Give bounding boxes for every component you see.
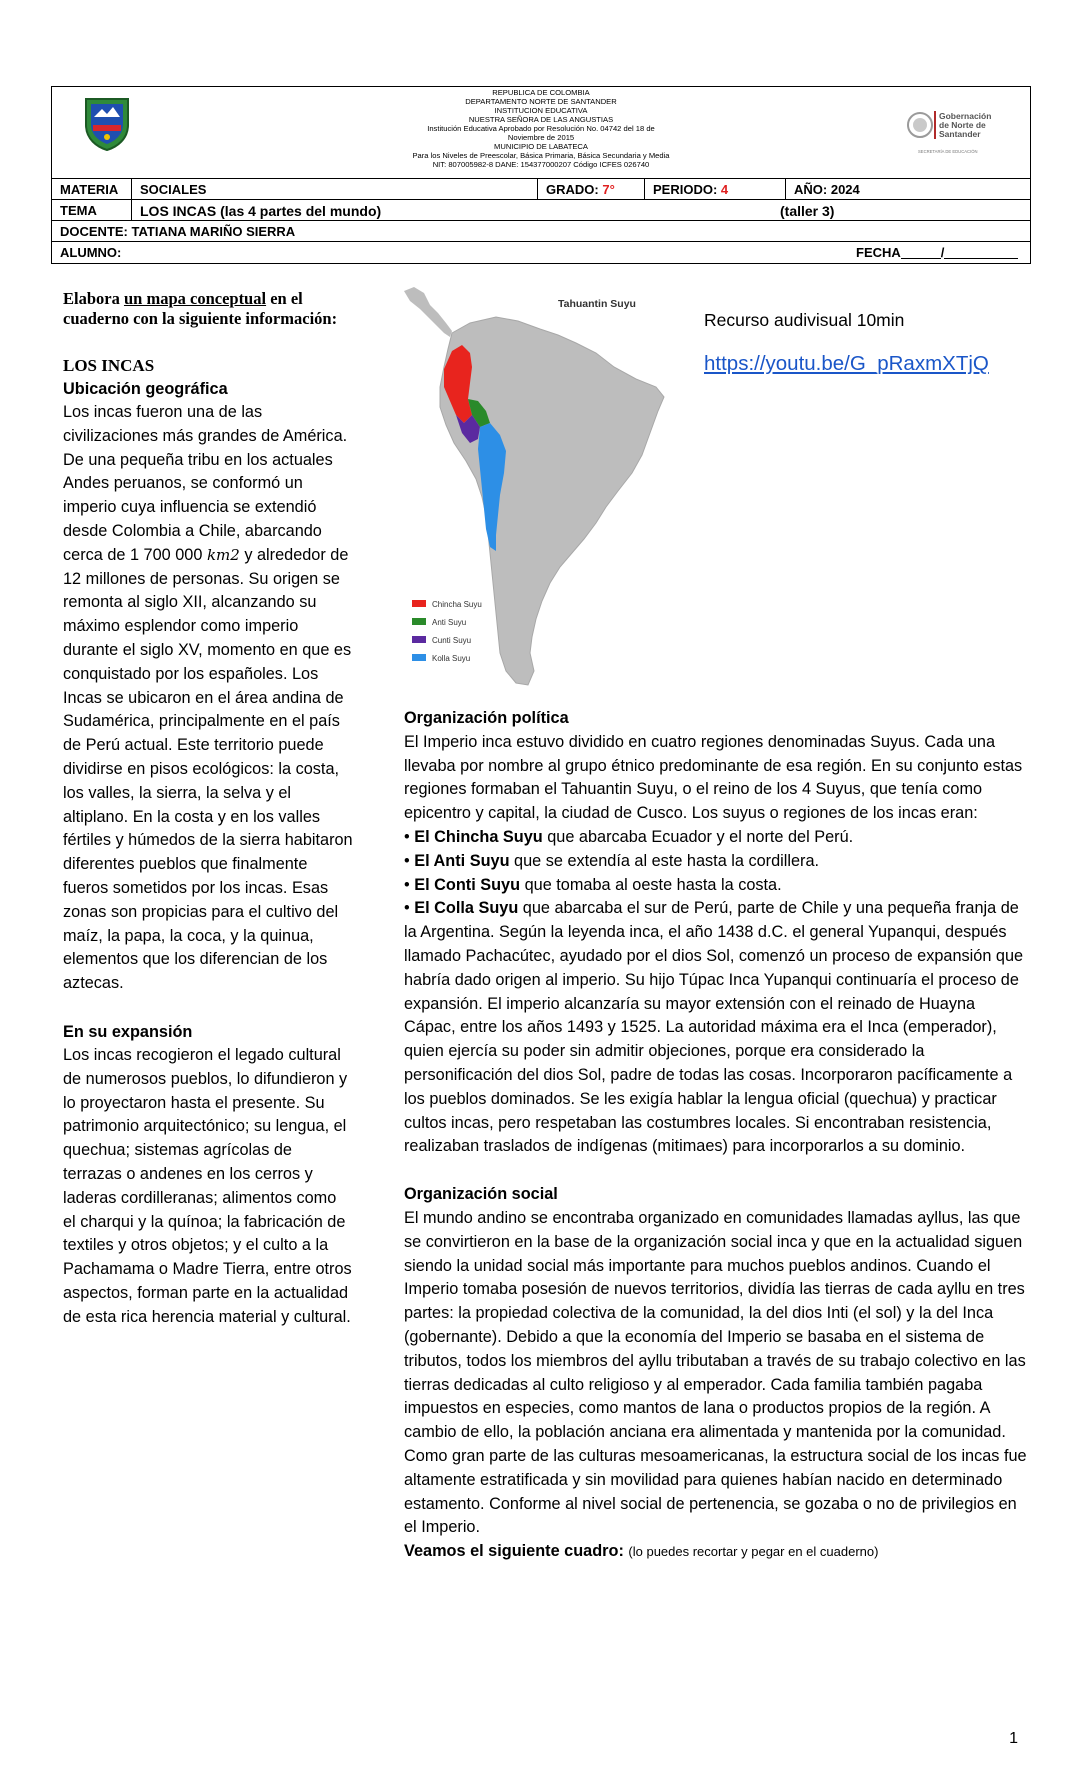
legend-label-kolla: Kolla Suyu <box>432 654 471 663</box>
page-number: 1 <box>1009 1730 1018 1747</box>
left-column <box>63 289 353 1329</box>
social-title: Organización social <box>404 1185 558 1204</box>
grado-label: GRADO: <box>546 182 599 197</box>
right-column <box>404 707 1029 1564</box>
institution-line: DEPARTAMENTO NORTE DE SANTANDER <box>465 97 617 106</box>
bullet-chincha-text: que abarcaba Ecuador y el norte del Perú. <box>542 827 854 846</box>
ubicacion-title: Ubicación geográfica <box>63 380 228 398</box>
bullet-conti-text: que tomaba al oeste hasta la costa. <box>520 875 782 894</box>
bullet-colla-text: que abarcaba el sur de Perú, parte de Chile y una pequeña franja de la Argentina. Según la leyenda inca, el año 1438 d.C. el general Yupanqui, después llamado Pachacútec, ayudado por el dios Sol, comenzó un proceso de expansión que habría dado origen al imperio. Su hijo Túpac Inca Yupanqui continuaría el proceso de expansión. El imperio alcanzaría su mayor extensión con el reinado de Huayna Cápac, entre los años 1493 y 1525. La autoridad máxima era el Inca (emperador), quien ejercía su poder sin admitir objeciones, porque era considerado la personificación del dios Sol, padre de todas las cosas. Incorporaron pacíficamente a los pueblos dominados. Se les exigía hablar la lengua oficial (quechua) y practicar cultos incas, pero respetaban las costumbres locales. Si encontraban resistencia, realizaban traslados de indígenas (mitimaes) para incorporarlos a su dominio. <box>404 899 1024 1156</box>
document-header <box>51 86 1031 264</box>
section-title-incas: LOS INCAS <box>63 356 155 375</box>
anio-label: AÑO: <box>794 182 828 197</box>
docente-label: DOCENTE: TATIANA MARIÑO SIERRA <box>60 224 296 239</box>
bullet-chincha: • El Chincha Suyu que abarcaba Ecuador y el norte del Perú. <box>404 827 854 846</box>
expansion-text: Los incas recogieron el legado cultural de numerosos pueblos, lo difundieron y lo proyectaron hasta el presente. Su patrimonio arquitectónico; su lengua, el quechua; sistemas agrícolas de terrazas o andenes en los cerros y laderas cordilleranas; alimentos como el charqui y la quínoa; la fabricación de textiles y otros objetos; y el culto a la Pachamama o Madre Tierra, entre otros aspectos, forman parte en la actualidad de esta rica herencia material y cultural. <box>63 1045 352 1326</box>
fecha-field <box>848 242 1030 263</box>
central-america-shape <box>404 287 452 337</box>
school-shield-icon <box>82 95 132 151</box>
expansion-title: En su expansión <box>63 1022 193 1041</box>
fecha-label: FECHA <box>856 245 901 260</box>
bullet-conti: • El Conti Suyu que tomaba al oeste hasta la costa. <box>404 875 782 894</box>
bullet-anti: • El Anti Suyu que se extendía al este hasta la cordillera. <box>404 851 820 870</box>
ubicacion-text <box>63 401 353 996</box>
bullet-anti-text: que se extendía al este hasta la cordillera. <box>509 851 820 870</box>
alumno-label: ALUMNO: <box>60 245 122 260</box>
gov-logo-text-2: de Norte de <box>939 120 986 130</box>
legend-swatch-cunti <box>412 636 426 643</box>
resource-label: Recurso audivisual 10min <box>704 310 905 330</box>
gov-logo-sub: SECRETARÍA DE EDUCACIÓN <box>918 149 978 154</box>
veamos-bold: Veamos el siguiente cuadro: <box>404 1542 624 1561</box>
instruction-underlined: un mapa conceptual <box>123 289 267 308</box>
instruction-pre: Elabora <box>63 289 124 308</box>
institution-banner <box>52 87 1030 179</box>
gov-logo-text-3: Santander <box>939 129 981 139</box>
anio-cell <box>786 179 1030 199</box>
grado-cell <box>538 179 645 199</box>
legend-swatch-chincha <box>412 600 426 607</box>
video-link[interactable]: https://youtu.be/G_pRaxmXTjQ <box>704 352 989 375</box>
periodo-cell <box>645 179 786 199</box>
anio-value: 2024 <box>830 182 860 197</box>
politica-text: El Imperio inca estuvo dividido en cuatro regiones denominadas Suyus. Cada una llevaba por nombre al grupo étnico predominante de esa región. En su conjunto estas regiones formaban el Tahuantin Suyu, o el reino de los 4 Suyus, que tenía como epicentro y capital, la ciudad de Cusco. Los suyus o regiones de los incas eran: <box>404 732 1023 823</box>
header-row-tema <box>52 200 1030 221</box>
bullet-anti-name: El Anti Suyu <box>414 851 510 870</box>
fecha-month-blank <box>944 246 1018 259</box>
bullet-chincha-name: El Chincha Suyu <box>414 827 543 846</box>
header-row-alumno <box>52 242 1030 263</box>
legend-label-cunti: Cunti Suyu <box>432 636 472 645</box>
south-america-shape <box>440 317 664 685</box>
fecha-separator: / <box>940 245 945 260</box>
map-legend <box>412 600 482 663</box>
tahuantin-suyu-map <box>400 283 680 693</box>
header-row-materia <box>52 179 1030 200</box>
materia-value: SOCIALES <box>132 179 538 199</box>
taller-label: (taller 3) <box>780 203 835 219</box>
ubicacion-unit: km2 <box>206 545 240 564</box>
institution-line: Para los Niveles de Preescolar, Básica Primaria, Básica Secundaria y Media <box>412 151 670 160</box>
ubicacion-text-2: y alrededor de 12 millones de personas. Su origen se remonta al siglo XII, alcanzando su máximo esplendor como imperio durante el siglo XV, momento en que es conquistado por los españoles. Los Incas se ubicaron en el área andina de Sudamérica, principalmente en el país de Perú actual. Este territorio puede dividirse en pisos ecológicos: la costa, los valles, la sierra, la selva y el altiplano. En la costa y en los valles fértiles y húmedos de la sierra habitaron diferentes pueblos que finalmente fueros sometidos por los incas. Esas zonas son propicias para el cultivo del maíz, la papa, la coca, y la quinua, elementos que los diferencian de los aztecas. <box>63 545 353 993</box>
fecha-day-blank <box>901 246 941 259</box>
ubicacion-text-1: Los incas fueron una de las civilizaciones más grandes de América. De una pequeña tribu en los actuales Andes peruanos, se conformó un imperio cuya influencia se extendió desde Colombia a Chile, abarcando cerca de 1 700 000 <box>63 403 348 564</box>
gov-logo-text-1: Gobernación <box>939 111 992 121</box>
bullet-colla: • El Colla Suyu que abarcaba el sur de Perú, parte de Chile y una pequeña franja de la Argentina. Según la leyenda inca, el año 1438 d.C. el general Yupanqui, después llamado Pachacútec, ayudado por el dios Sol, comenzó un proceso de expansión que habría dado origen al imperio. Su hijo Túpac Inca Yupanqui continuaría el proceso de expansión. El imperio alcanzaría su mayor extensión con el reinado de Huayna Cápac, entre los años 1493 y 1525. La autoridad máxima era el Inca (emperador), quien ejercía su poder sin admitir objeciones, porque era considerado la personificación del dios Sol, padre de todas las cosas. Incorporaron pacíficamente a los pueblos dominados. Se les exigía hablar la lengua oficial (quechua) y practicar cultos incas, pero respetaban las costumbres locales. Si encontraban resistencia, realizaban traslados de indígenas (mitimaes) para incorporarlos a su dominio. <box>404 899 1024 1156</box>
header-row-docente <box>52 221 1030 242</box>
institution-line: Noviembre de 2015 <box>507 133 575 142</box>
grado-value: 7° <box>602 182 615 197</box>
bullet-conti-name: El Conti Suyu <box>414 875 521 894</box>
legend-label-anti: Anti Suyu <box>432 618 467 627</box>
institution-line: Institución Educativa Aprobado por Resolución No. 04742 del 18 de <box>427 124 655 133</box>
veamos-line <box>404 1540 1029 1564</box>
instruction-text <box>63 289 353 329</box>
map-title: Tahuantin Suyu <box>558 298 636 310</box>
periodo-value: 4 <box>720 182 729 197</box>
legend-label-chincha: Chincha Suyu <box>432 600 482 609</box>
institution-line: REPUBLICA DE COLOMBIA <box>492 88 590 97</box>
legend-swatch-anti <box>412 618 426 625</box>
periodo-label: PERIODO: <box>653 182 718 197</box>
institution-text <box>322 88 760 169</box>
institution-line: MUNICIPIO DE LABATECA <box>494 142 588 151</box>
politica-title: Organización política <box>404 709 569 727</box>
instruction-post: en el cuaderno con la siguiente información: <box>63 289 338 328</box>
institution-line: NIT: 807005982-8 DANE: 154377000207 Código ICFES 026740 <box>432 160 650 169</box>
bullet-colla-name: El Colla Suyu <box>414 899 519 918</box>
veamos-note: (lo puedes recortar y pegar en el cuaderno) <box>628 1544 879 1560</box>
gobernacion-logo <box>904 99 1004 159</box>
legend-swatch-kolla <box>412 654 426 661</box>
tema-label: TEMA <box>52 200 132 220</box>
materia-label: MATERIA <box>52 179 132 199</box>
institution-line: INSTITUCION EDUCATIVA <box>494 106 588 115</box>
social-text: El mundo andino se encontraba organizado en comunidades llamadas ayllus, las que se convirtieron en la base de la organización social inca y que en la actualidad siguen siendo la unidad social más importante para muchos pueblos andinos. Cuando el Imperio tomaba posesión de nuevos territorios, dividía las tierras de cada ayllu en tres partes: la propiedad colectiva de la comunidad, la del dios Inti (el sol) y la del Inca (gobernante). Debido a que la economía del Imperio se basaba en el sistema de tributos, todos los miembros del ayllu tributaban a través de su trabajo colectivo en las tierras dedicadas al culto religioso y al emperador. Cada familia también pagaba impuestos en especies, como mantos de lana o productos propios de la región. A cambio de ello, la población anciana era alimentada y mantenida por la comunidad. Como gran parte de las culturas mesoamericanas, la estructura social de los incas fue altamente estratificada y sin movilidad para quienes habían nacido en determinado estamento. Conforme al nivel social de pertenencia, se gozaba o no de privilegios en el Imperio. <box>404 1208 1027 1537</box>
institution-line: NUESTRA SEÑORA DE LAS ANGUSTIAS <box>468 115 614 124</box>
tema-value: LOS INCAS (las 4 partes del mundo) <box>140 203 382 219</box>
